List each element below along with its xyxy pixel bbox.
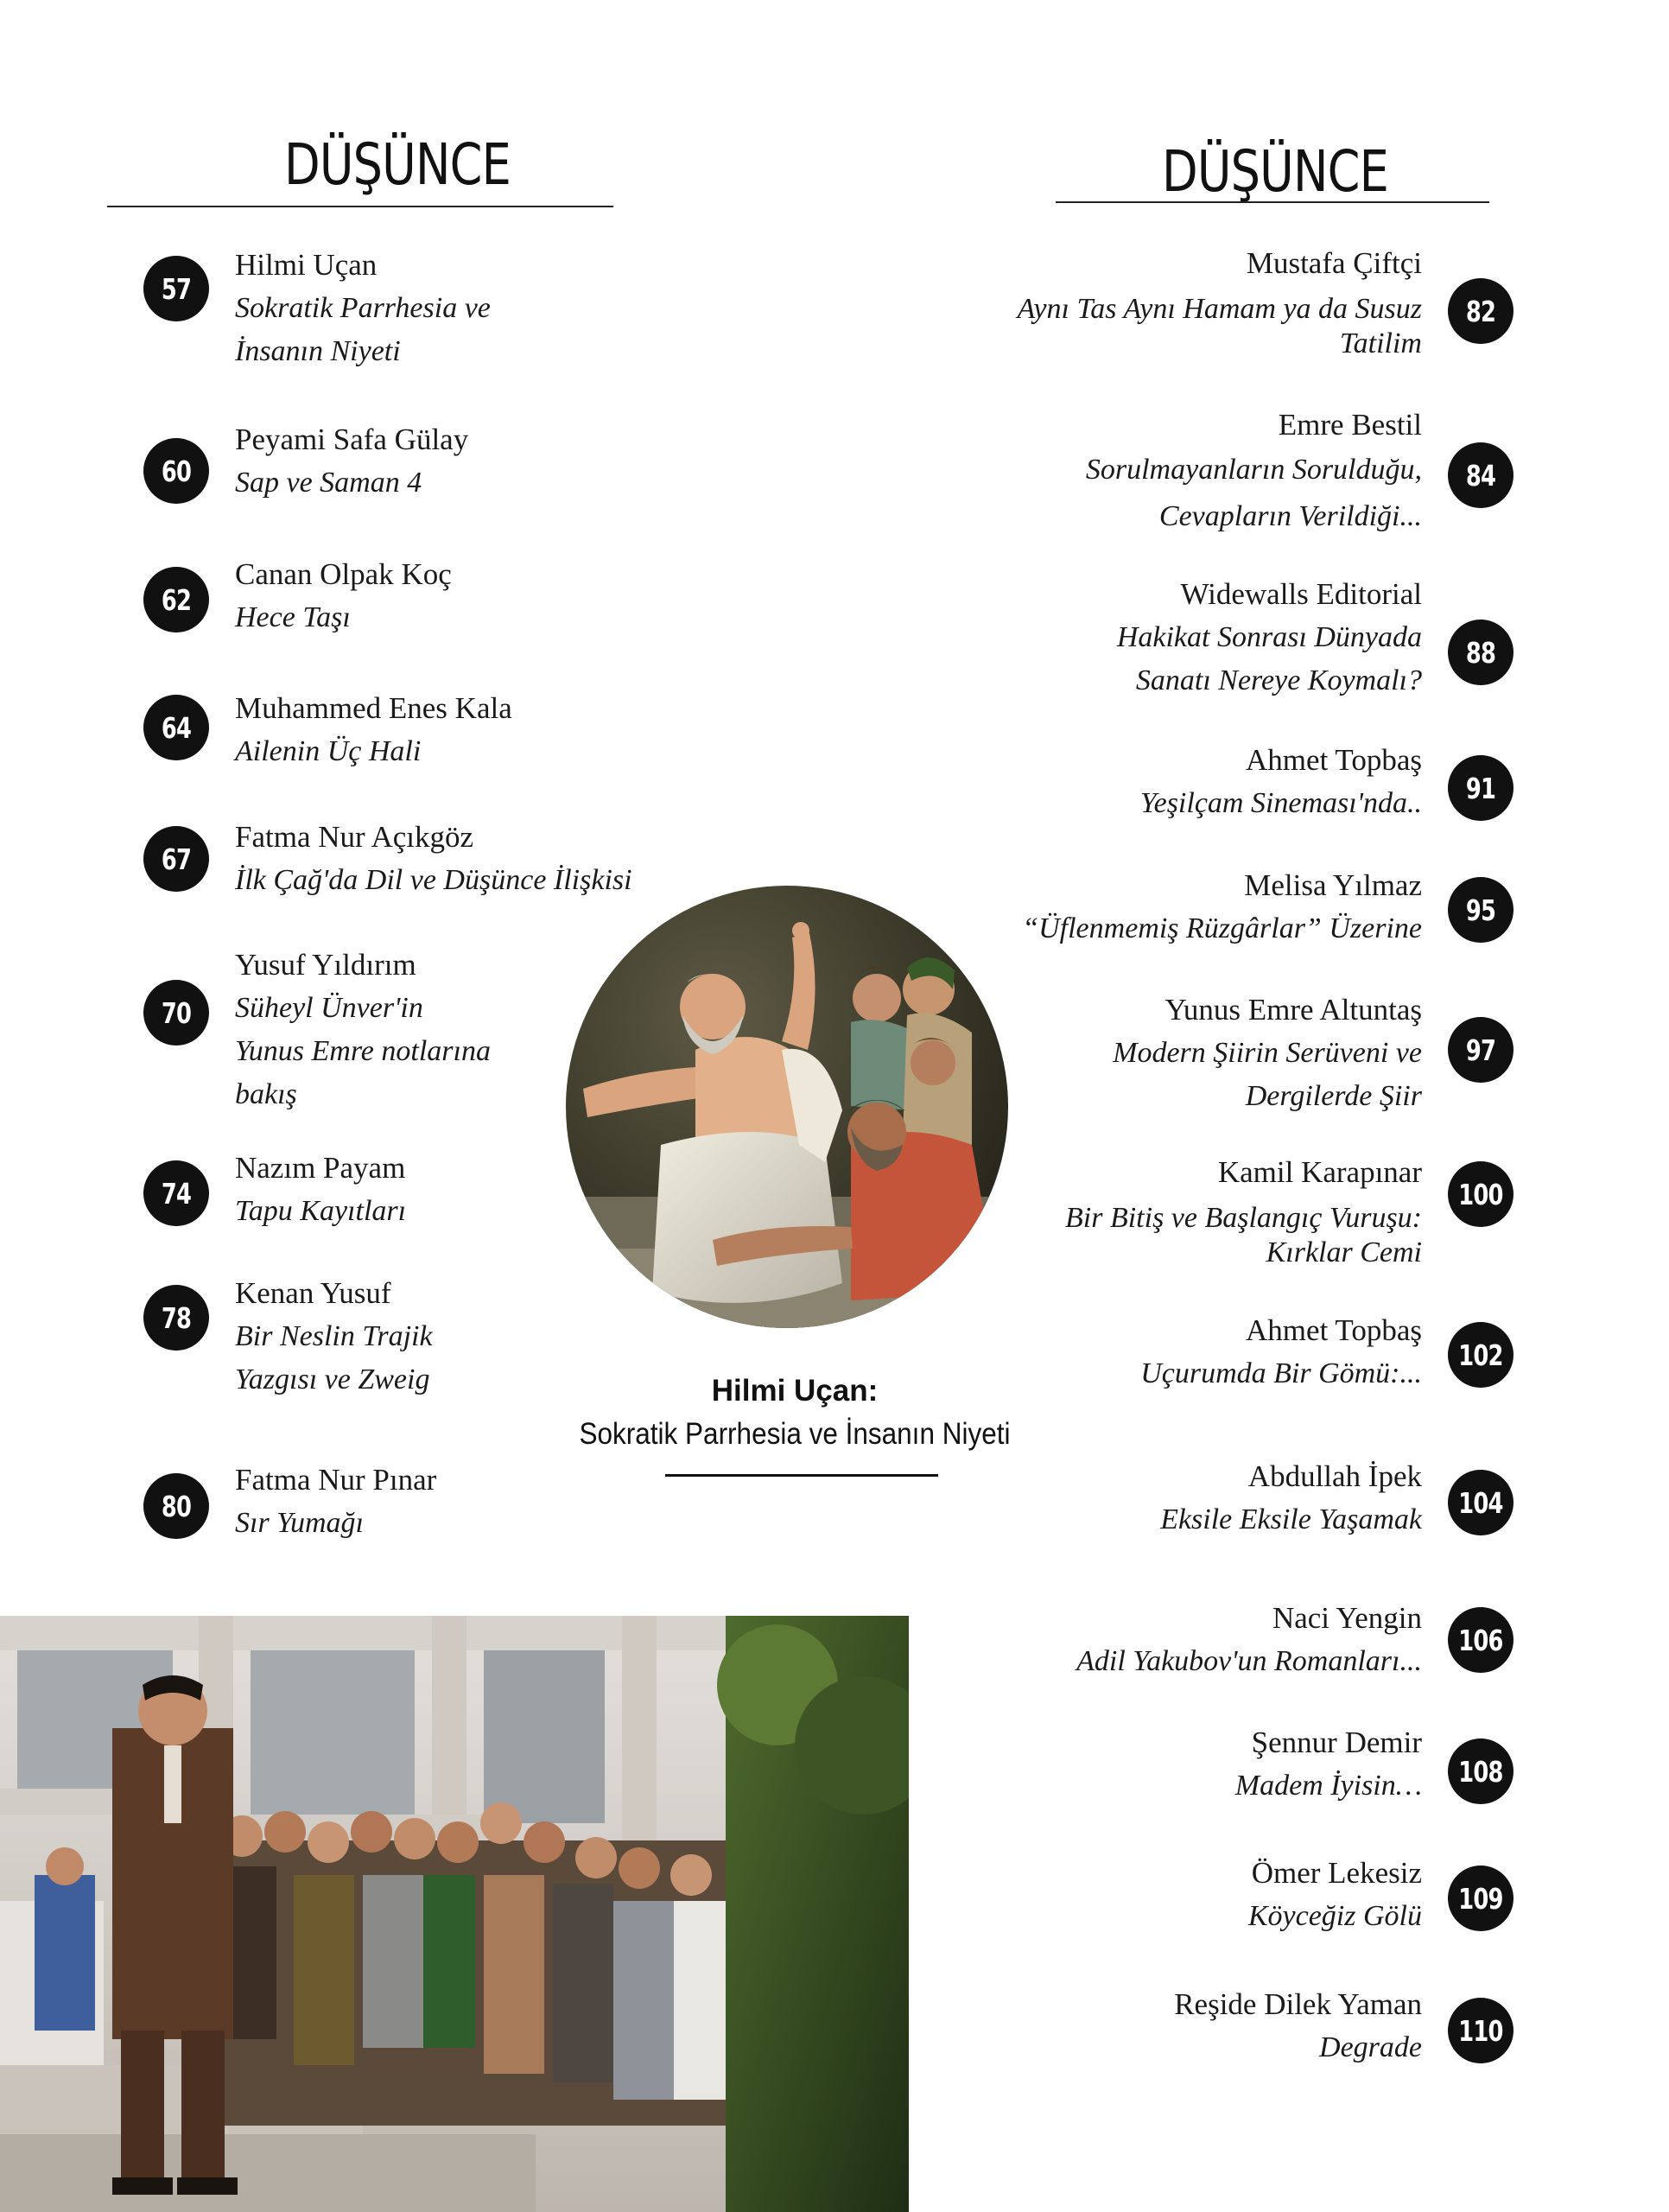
toc-entry[interactable] xyxy=(235,816,632,902)
caption-rule xyxy=(665,1474,938,1477)
entry-title: Tapu Kayıtları xyxy=(235,1195,407,1227)
entry-author: Canan Olpak Koç xyxy=(235,557,452,591)
entry-title: Sokratik Parrhesia ve İnsanın Niyeti xyxy=(235,292,491,367)
page-number-badge[interactable]: 104 xyxy=(1448,1470,1514,1535)
entry-author: Mustafa Çiftçi xyxy=(1246,246,1422,280)
toc-entry[interactable] xyxy=(235,1459,632,1545)
page-number-badge[interactable]: 106 xyxy=(1448,1607,1514,1673)
page-number-badge[interactable]: 108 xyxy=(1448,1738,1514,1804)
toc-entry[interactable] xyxy=(235,687,632,773)
entry-author: Yusuf Yıldırım xyxy=(235,948,416,982)
entry-title: Süheyl Ünver'in Yunus Emre notlarına bakış xyxy=(235,992,491,1110)
toc-entry[interactable] xyxy=(235,244,632,373)
entry-title: Eksile Eksile Yaşamak xyxy=(1160,1503,1422,1535)
page-number-badge[interactable]: 100 xyxy=(1448,1161,1514,1227)
entry-title: Köyceğiz Gölü xyxy=(1247,1900,1422,1932)
entry-title: Bir Bitiş ve Başlangıç Vuruşu: Kırklar Cemi xyxy=(1065,1202,1422,1268)
entry-author: Naci Yengin xyxy=(1272,1601,1422,1635)
page-number-badge[interactable]: 82 xyxy=(1448,278,1514,344)
page-number-badge[interactable]: 57 xyxy=(143,256,209,321)
entry-author: Kenan Yusuf xyxy=(235,1276,391,1310)
entry-author: Ömer Lekesiz xyxy=(1251,1856,1422,1890)
entry-author: Ahmet Topbaş xyxy=(1246,743,1422,777)
toc-entry[interactable] xyxy=(1111,988,1422,1118)
page-number-badge[interactable]: 70 xyxy=(143,980,209,1046)
toc-entry[interactable] xyxy=(938,1455,1422,1541)
entry-author: Yunus Emre Altuntaş xyxy=(1164,993,1422,1027)
entry-title: Sorulmayanların Sorulduğu, Cevapların Verildiği... xyxy=(1085,454,1422,532)
page-number-badge[interactable]: 67 xyxy=(143,826,209,892)
entry-title: Aynı Tas Aynı Hamam ya da Susuz Tatilim xyxy=(1017,293,1422,359)
entry-title: Hakikat Sonrası Dünyada Sanatı Nereye Koymalı? xyxy=(1116,621,1422,696)
page-number-badge[interactable]: 88 xyxy=(1448,620,1514,685)
right-heading-rule xyxy=(1056,201,1489,203)
feature-caption-author: Hilmi Uçan: xyxy=(711,1374,879,1408)
toc-entry[interactable] xyxy=(235,418,632,505)
painting-illustration xyxy=(566,886,1008,1328)
entry-author: Fatma Nur Pınar xyxy=(235,1463,437,1497)
entry-author: Kamil Karapınar xyxy=(1217,1155,1422,1189)
entry-title: Uçurumda Bir Gömü:... xyxy=(1140,1357,1422,1389)
page-number-badge[interactable]: 64 xyxy=(143,695,209,760)
toc-entry[interactable] xyxy=(938,864,1422,950)
toc-entry[interactable] xyxy=(938,1983,1422,2069)
page-number-badge[interactable]: 91 xyxy=(1448,755,1514,821)
socrates-painting-image xyxy=(566,886,1008,1328)
entry-title: Sır Yumağı xyxy=(235,1507,364,1539)
page-number-badge[interactable]: 109 xyxy=(1448,1866,1514,1931)
toc-entry[interactable] xyxy=(938,242,1422,361)
entry-author: Widewalls Editorial xyxy=(1180,577,1422,611)
entry-title: Adil Yakubov'un Romanları... xyxy=(1076,1645,1422,1677)
entry-author: Peyami Safa Gülay xyxy=(235,423,469,456)
right-section-heading: DÜŞÜNCE xyxy=(1162,138,1388,205)
photo-illustration xyxy=(0,1616,909,2212)
toc-entry[interactable] xyxy=(235,553,632,639)
page-number-badge[interactable]: 95 xyxy=(1448,877,1514,943)
entry-author: Şennur Demir xyxy=(1251,1726,1422,1759)
toc-entry[interactable] xyxy=(1076,404,1422,540)
entry-title: Ailenin Üç Hali xyxy=(235,735,422,767)
toc-entry[interactable] xyxy=(938,1721,1422,1808)
entry-title: İlk Çağ'da Dil ve Düşünce İlişkisi xyxy=(235,864,632,896)
toc-entry[interactable] xyxy=(1094,573,1422,702)
left-section-heading: DÜŞÜNCE xyxy=(284,131,511,198)
toc-entry[interactable] xyxy=(973,1151,1422,1270)
page-number-badge[interactable]: 74 xyxy=(143,1160,209,1226)
feature-caption-title: Sokratik Parrhesia ve İnsanın Niyeti xyxy=(579,1417,1011,1451)
entry-author: Melisa Yılmaz xyxy=(1244,868,1422,902)
entry-title: Bir Neslin Trajik Yazgısı ve Zweig xyxy=(235,1320,433,1395)
entry-title: Hece Taşı xyxy=(235,601,351,633)
entry-title: Yeşilçam Sineması'nda.. xyxy=(1139,787,1422,819)
entry-title: Madem İyisin… xyxy=(1234,1770,1422,1802)
entry-title: Sap ve Saman 4 xyxy=(235,467,422,499)
toc-entry[interactable] xyxy=(938,1852,1422,1938)
page-number-badge[interactable]: 84 xyxy=(1448,442,1514,508)
page-number-badge[interactable]: 60 xyxy=(143,438,209,504)
entry-author: Nazım Payam xyxy=(235,1151,406,1185)
entry-title: Modern Şiirin Serüveni ve Dergilerde Şiir xyxy=(1113,1037,1422,1112)
entry-author: Fatma Nur Açıkgöz xyxy=(235,820,474,854)
page-number-badge[interactable]: 78 xyxy=(143,1285,209,1351)
left-heading-rule xyxy=(107,206,613,207)
page-number-badge[interactable]: 102 xyxy=(1448,1322,1514,1388)
film-still-photo xyxy=(0,1616,909,2212)
entry-author: Emre Bestil xyxy=(1278,408,1422,442)
entry-author: Abdullah İpek xyxy=(1247,1459,1422,1493)
page-number-badge[interactable]: 62 xyxy=(143,567,209,632)
toc-entry[interactable] xyxy=(938,1597,1422,1683)
entry-author: Muhammed Enes Kala xyxy=(235,691,512,725)
page-number-badge[interactable]: 80 xyxy=(143,1473,209,1539)
page-number-badge[interactable]: 110 xyxy=(1448,1998,1514,2063)
entry-title: “Üflenmemiş Rüzgârlar” Üzerine xyxy=(1022,912,1422,944)
entry-author: Ahmet Topbaş xyxy=(1246,1313,1422,1347)
entry-author: Reşide Dilek Yaman xyxy=(1174,1987,1422,2021)
entry-title: Degrade xyxy=(1319,2031,1422,2063)
toc-entry[interactable] xyxy=(938,739,1422,825)
page-number-badge[interactable]: 97 xyxy=(1448,1017,1514,1083)
entry-author: Hilmi Uçan xyxy=(235,248,378,282)
